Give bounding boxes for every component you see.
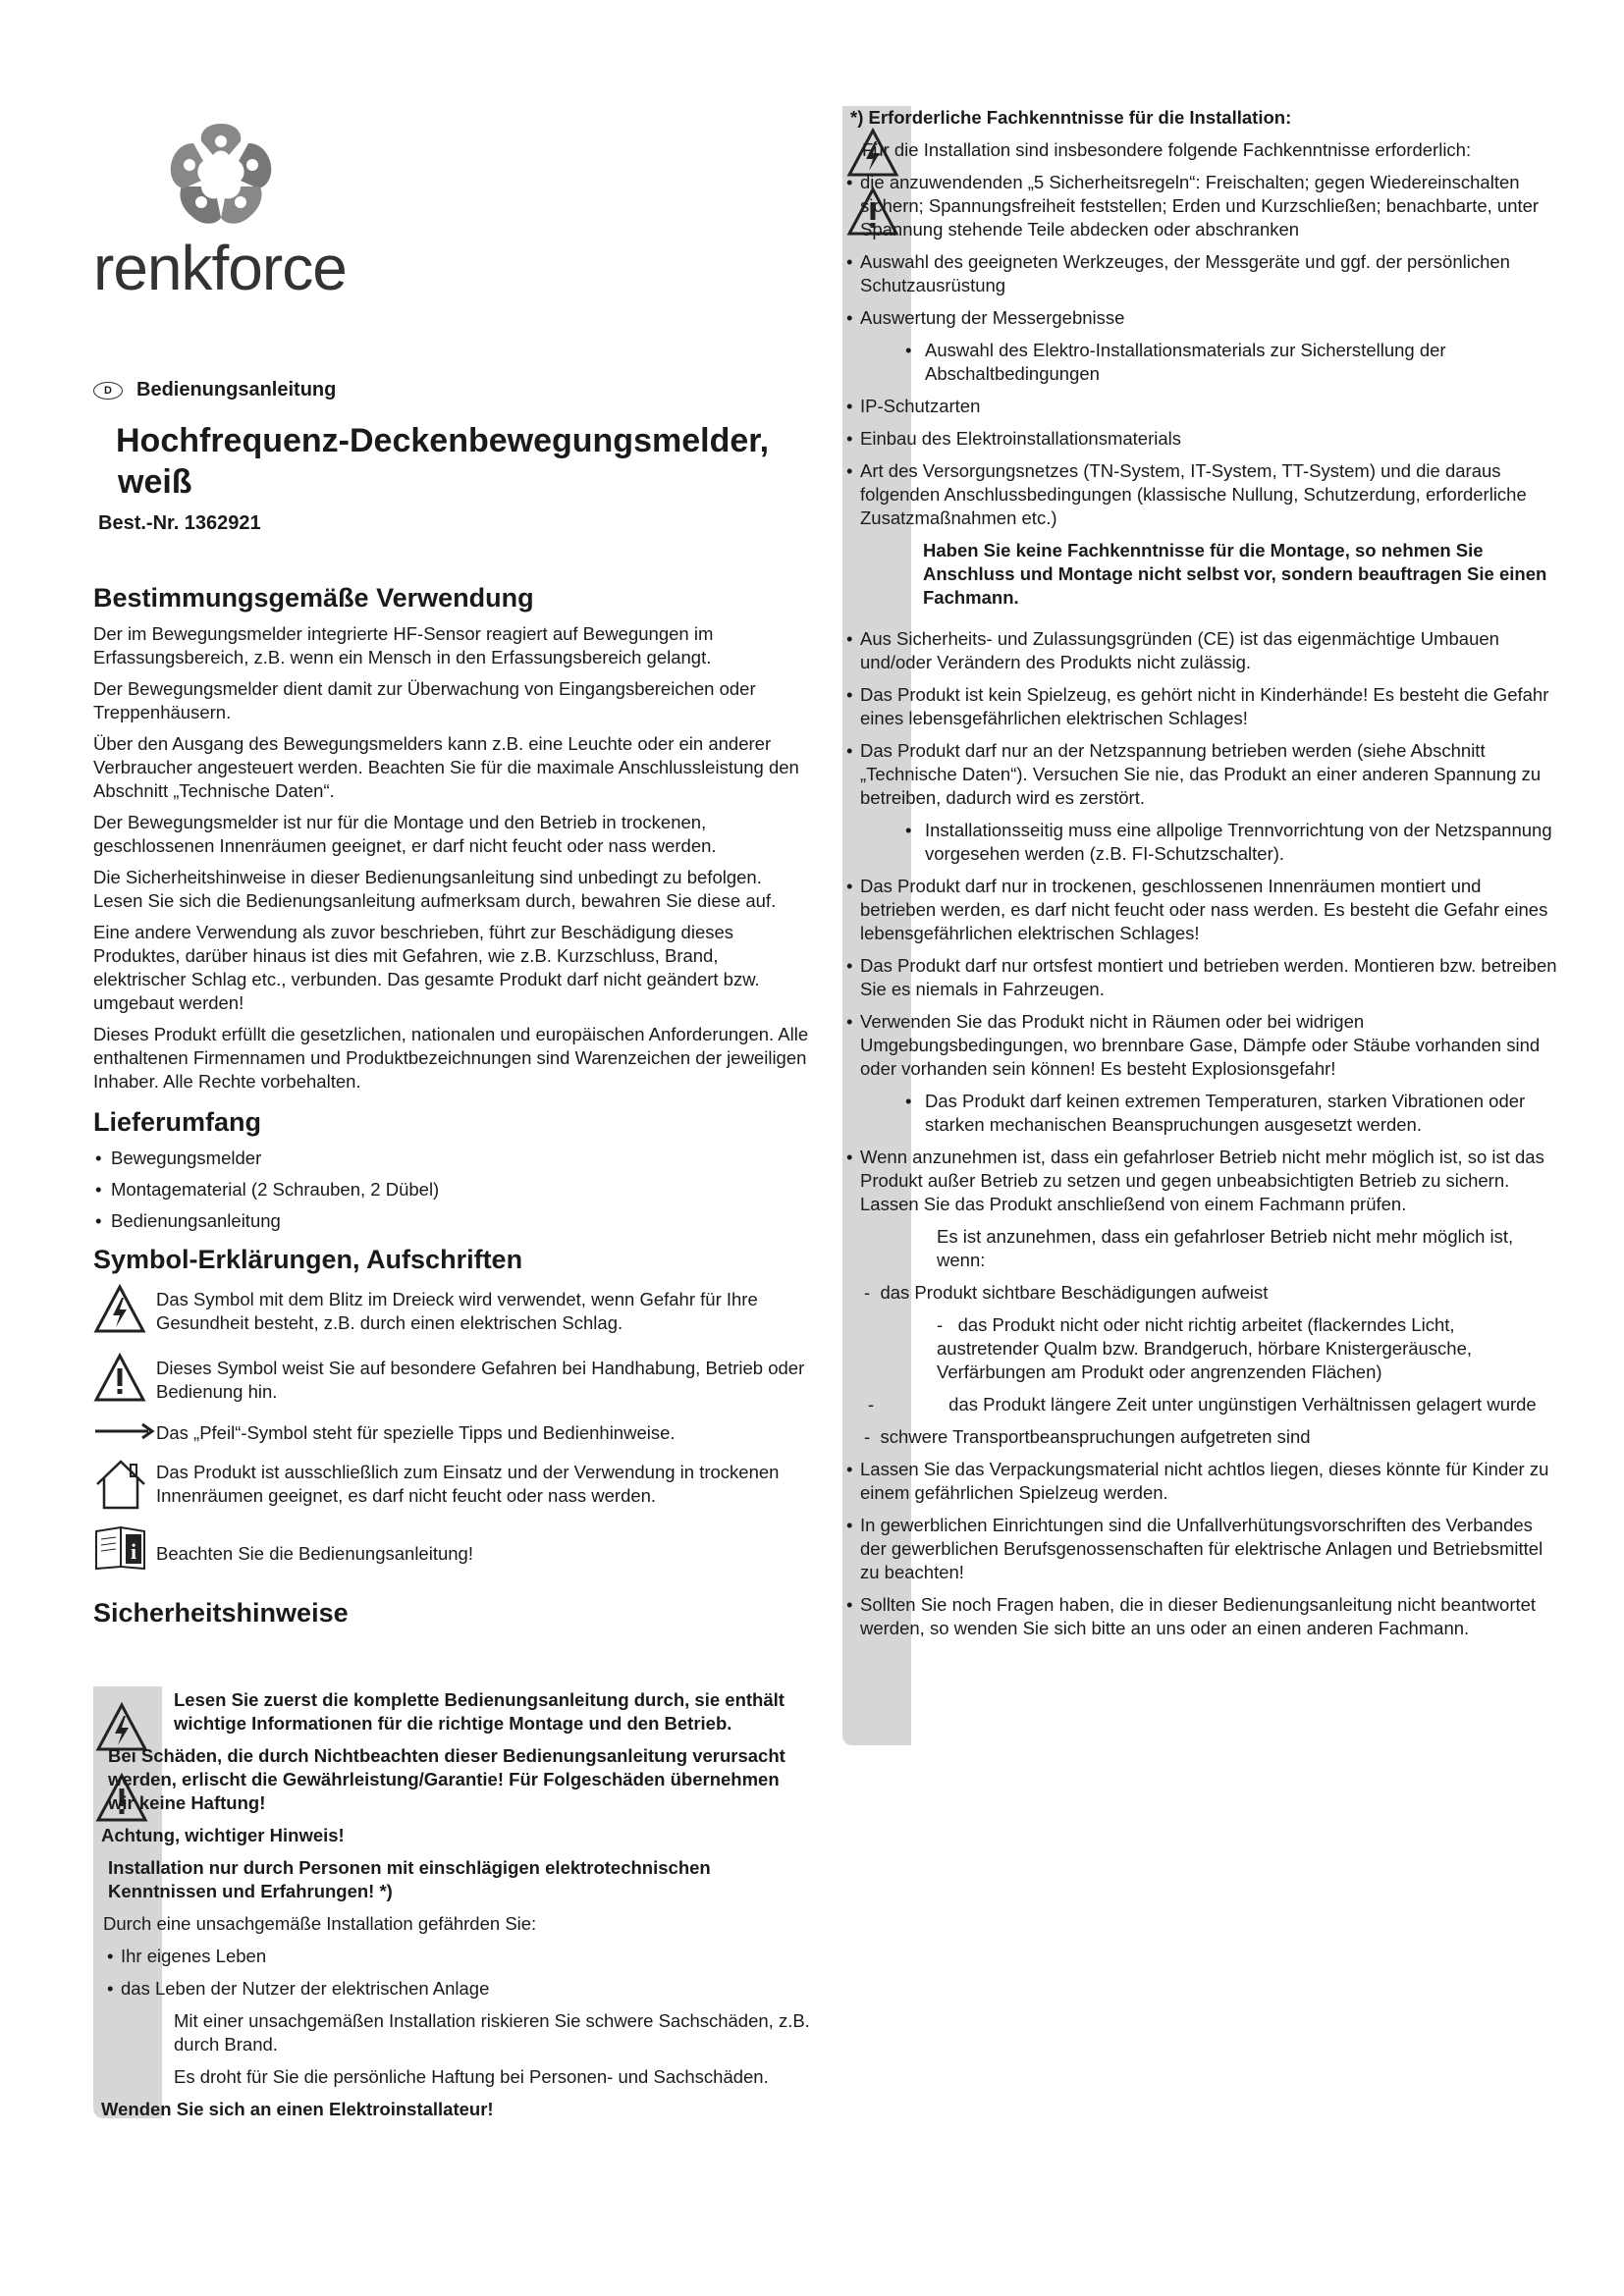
usage-p4: Der Bewegungsmelder ist nur für die Montage und den Betrieb in trockenen, geschlossenen Innenräumen geeignet, er darf nicht feucht oder nass werden.	[93, 812, 717, 856]
symbol-house: Das Produkt ist ausschließlich zum Einsatz und der Verwendung in trockenen Innenräumen geeignet, es darf nicht feucht oder nass werden.	[93, 1457, 810, 1514]
list-item: • In gewerblichen Einrichtungen sind die Unfallverhütungsvorschriften des Verbandes der gewerblichen Berufsgenossenschaften für elektrische Anlagen und Betriebsmittel zu beachten!	[842, 1514, 1559, 1584]
list-item: - das Produkt längere Zeit unter ungünstigen Verhältnissen gelagert wurde	[868, 1394, 1537, 1415]
list-item: • Wenn anzunehmen ist, dass ein gefahrloser Betrieb nicht mehr möglich ist, so ist das Produkt außer Betrieb zu setzen und gegen unbeabsichtigten Betrieb zu sichern. Lassen Sie das Produkt anschließend von einem Fachmann prüfen.	[842, 1146, 1559, 1216]
safety-l2: Mit einer unsachgemäßen Installation riskieren Sie schwere Sachschäden, z.B. durch Brand.	[174, 2010, 810, 2055]
manual-info-icon	[93, 1525, 148, 1571]
list-item: • Aus Sicherheits- und Zulassungsgründen (CE) ist das eigenmächtige Umbauen und/oder Verändern des Produkts nicht zulässig.	[842, 627, 1559, 674]
usage-p3: Über den Ausgang des Bewegungsmelders kann z.B. eine Leuchte oder ein anderer Verbraucher angesteuert werden. Beachten Sie für die maximale Anschlussleistung den Abschnitt „Technische Daten“.	[93, 733, 799, 801]
list-item: • Lassen Sie das Verpackungsmaterial nicht achtlos liegen, dieses könnte für Kinder zu einem gefährlichen Spielzeug werden.	[842, 1458, 1559, 1505]
arrow-right-icon	[93, 1421, 156, 1441]
list-item: • Installationsseitig muss eine allpolige Trennvorrichtung von der Netzspannung vorgesehen werden (z.B. FI-Schutzschalter).	[842, 819, 1559, 866]
exclamation-warning-icon	[93, 1353, 146, 1404]
list-item: - das Produkt nicht oder nicht richtig arbeitet (flackerndes Licht, austretender Qualm bzw. Brandgeruch, hörbare Knistergeräusche, Verfärbungen am Produkt oder angrenzenden Flächen)	[937, 1314, 1473, 1382]
list-item: • Ihr eigenes Leben	[103, 1945, 810, 1968]
list-item: - schwere Transportbeanspruchungen aufgetreten sind	[864, 1426, 1311, 1447]
lightning-warning-icon	[93, 1284, 146, 1335]
safety-l4: Wenden Sie sich an einen Elektroinstallateur!	[101, 2099, 494, 2119]
safety-b3: Achtung, wichtiger Hinweis!	[101, 1825, 345, 1845]
title-line-2: weiß	[118, 463, 192, 501]
symbol-exclamation: Dieses Symbol weist Sie auf besondere Gefahren bei Handhabung, Betrieb oder Bedienung hin.	[93, 1353, 810, 1410]
list-item: • Das Produkt darf nur in trockenen, geschlossenen Innenräumen montiert und betrieben werden, es darf nicht feucht oder nass werden. Es besteht die Gefahr eines lebensgefährlichen elektrischen Schlages!	[842, 875, 1559, 945]
list-item: • Bedienungsanleitung	[93, 1209, 810, 1233]
safety-b1: Lesen Sie zuerst die komplette Bedienungsanleitung durch, sie enthält wichtige Informationen für die richtige Montage und den Betrieb.	[174, 1689, 785, 1734]
language-badge: D	[93, 382, 123, 400]
list-item: • Das Produkt darf keinen extremen Temperaturen, starken Vibrationen oder starken mechanischen Beanspruchungen ausgesetzt werden.	[842, 1090, 1559, 1137]
right-note: Haben Sie keine Fachkenntnisse für die Montage, so nehmen Sie Anschluss und Montage nicht selbst vor, sondern beauftragen Sie einen Fachmann.	[923, 540, 1547, 608]
symbol-lightning: Das Symbol mit dem Blitz im Dreieck wird verwendet, wenn Gefahr für Ihre Gesundheit besteht, z.B. durch einen elektrischen Schlag.	[93, 1284, 810, 1341]
usage-p7: Dieses Produkt erfüllt die gesetzlichen, nationalen und europäischen Anforderungen. Alle enthaltenen Firmennamen und Produktbezeichnungen sind Warenzeichen der jeweiligen Inhaber. Alle Rechte vorbehalten.	[93, 1024, 809, 1092]
list-item: • Montagematerial (2 Schrauben, 2 Dübel)	[93, 1178, 810, 1201]
right-condition: Es ist anzunehmen, dass ein gefahrloser Betrieb nicht mehr möglich ist, wenn:	[937, 1226, 1514, 1270]
left-column	[93, 581, 810, 1637]
list-item: • Auswahl des geeigneten Werkzeuges, der Messgeräte und ggf. der persönlichen Schutzausrüstung	[842, 250, 1559, 297]
language-line	[93, 379, 336, 401]
list-item: • Sollten Sie noch Fragen haben, die in dieser Bedienungsanleitung nicht beantwortet werden, so wenden Sie sich bitte an uns oder an einen anderen Fachmann.	[842, 1593, 1559, 1640]
list-item: • Bewegungsmelder	[93, 1147, 810, 1170]
list-item: • Auswertung der Messergebnisse	[842, 306, 1559, 330]
list-item: - das Produkt sichtbare Beschädigungen aufweist	[864, 1282, 1269, 1303]
usage-p2: Der Bewegungsmelder dient damit zur Überwachung von Eingangsbereichen oder Treppenhäusern.	[93, 678, 756, 722]
svg-text:i: i	[130, 1539, 137, 1564]
safety-b4: Installation nur durch Personen mit einschlägigen elektrotechnischen Kenntnissen und Erfahrungen! *)	[108, 1857, 711, 1901]
section-heading-scope: Lieferumfang	[93, 1107, 262, 1137]
right-intro: Für die Installation sind insbesondere folgende Fachkenntnisse erforderlich:	[862, 139, 1472, 160]
house-icon	[93, 1457, 148, 1512]
list-item: • Das Produkt darf nur an der Netzspannung betrieben werden (siehe Abschnitt „Technische Daten“). Versuchen Sie nie, das Produkt an einer anderen Spannung zu betreiben, dadurch wird es zerstört.	[842, 739, 1559, 810]
usage-p6: Eine andere Verwendung als zuvor beschrieben, führt zur Beschädigung dieses Produktes, darüber hinaus ist dies mit Gefahren, wie z.B. Kurzschluss, Brand, elektrischer Schlag etc., verbunden. Das gesamte Produkt darf nicht geändert bzw. umgebaut werden!	[93, 922, 760, 1013]
renkforce-star-icon	[93, 116, 358, 234]
right-heading: *) Erforderliche Fachkenntnisse für die Installation:	[850, 107, 1292, 128]
brand-logo	[93, 116, 358, 302]
symbol-arrow: Das „Pfeil“-Symbol steht für spezielle Tipps und Bedienhinweise.	[93, 1421, 810, 1445]
list-item: • IP-Schutzarten	[842, 395, 1559, 418]
doc-type: Bedienungsanleitung	[136, 379, 337, 400]
scope-list	[93, 1147, 810, 1233]
page-title	[116, 420, 803, 503]
list-item: • Art des Versorgungsnetzes (TN-System, IT-System, TT-System) und die daraus folgenden Anschlussbedingungen (klassische Nullung, Schutzerdung, erforderliche Zusatzmaßnahmen etc.)	[842, 459, 1559, 530]
list-item: • das Leben der Nutzer der elektrischen Anlage	[103, 1977, 810, 2001]
list-item: • Das Produkt ist kein Spielzeug, es gehört nicht in Kinderhände! Es besteht die Gefahr eines lebensgefährlichen elektrischen Schlages!	[842, 683, 1559, 730]
usage-p5: Die Sicherheitshinweise in dieser Bedienungsanleitung sind unbedingt zu befolgen. Lesen Sie sich die Bedienungsanleitung aufmerksam durch, bewahren Sie diese auf.	[93, 867, 777, 911]
safety-l1: Durch eine unsachgemäße Installation gefährden Sie:	[103, 1913, 537, 1934]
safety-l3: Es droht für Sie die persönliche Haftung bei Personen- und Sachschäden.	[174, 2066, 769, 2087]
brand-name: renkforce	[93, 233, 347, 303]
section-heading-safety: Sicherheitshinweise	[93, 1598, 349, 1628]
safety-b2: Bei Schäden, die durch Nichtbeachten dieser Bedienungsanleitung verursacht werden, erlischt die Gewährleistung/Garantie! Für Folgeschäden übernehmen wir keine Haftung!	[108, 1745, 785, 1813]
list-item: • Verwenden Sie das Produkt nicht in Räumen oder bei widrigen Umgebungsbedingungen, wo brennbare Gase, Dämpfe oder Stäube vorhanden sind oder vorhanden sein können! Es besteht Explosionsgefahr!	[842, 1010, 1559, 1081]
list-item: • die anzuwendenden „5 Sicherheitsregeln“: Freischalten; gegen Wiedereinschalten sichern; Spannungsfreiheit feststellen; Erden und Kurzschließen; benachbarte, unter Spannung stehende Teile abdecken oder abschranken	[842, 171, 1559, 241]
section-heading-symbols: Symbol-Erklärungen, Aufschriften	[93, 1245, 523, 1274]
safety-block-left	[93, 1686, 810, 2130]
list-item: • Auswahl des Elektro-Installationsmaterials zur Sicherstellung der Abschaltbedingungen	[842, 339, 1559, 386]
order-number: Best.-Nr. 1362921	[98, 512, 261, 534]
list-item: • Das Produkt darf nur ortsfest montiert und betrieben werden. Montieren bzw. betreiben Sie es niemals in Fahrzeugen.	[842, 954, 1559, 1001]
title-line-1: Hochfrequenz-Deckenbewegungsmelder,	[116, 422, 770, 459]
right-column	[842, 106, 1559, 1649]
section-heading-usage: Bestimmungsgemäße Verwendung	[93, 583, 534, 613]
list-item: • Einbau des Elektroinstallationsmaterials	[842, 427, 1559, 451]
usage-p1: Der im Bewegungsmelder integrierte HF-Sensor reagiert auf Bewegungen im Erfassungsbereich, z.B. wenn ein Mensch in den Erfassungsbereich gelangt.	[93, 623, 714, 667]
symbol-manual: i Beachten Sie die Bedienungsanleitung!	[93, 1525, 810, 1582]
